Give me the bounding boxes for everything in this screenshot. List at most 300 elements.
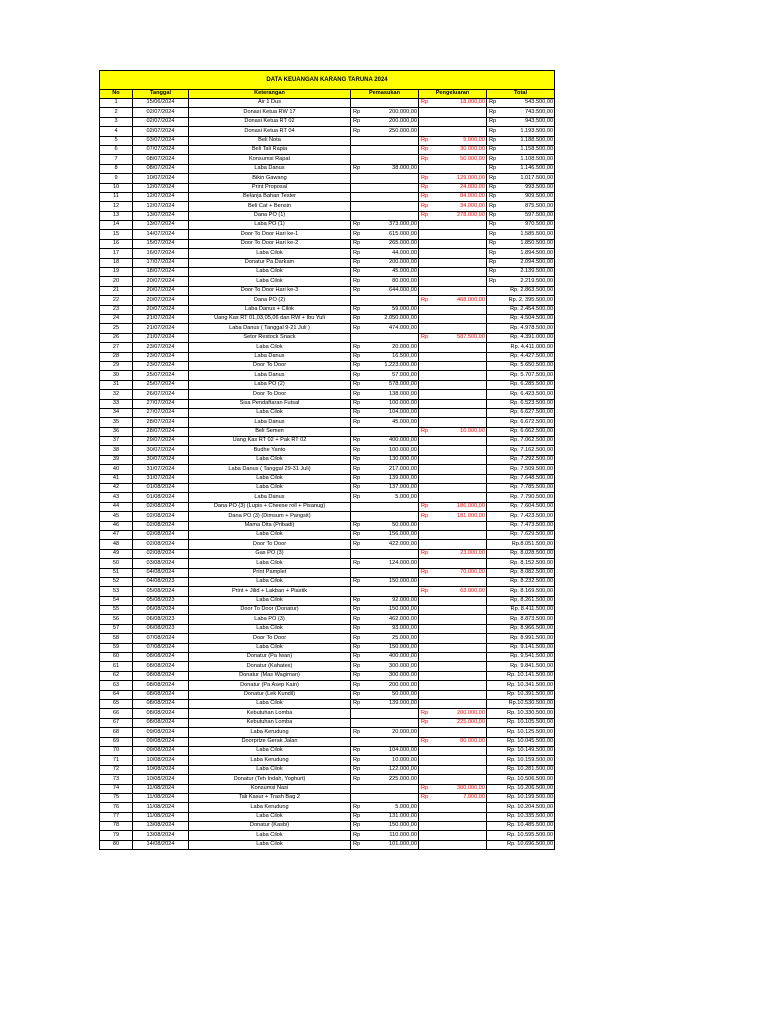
row-description: Laba Cilok [189, 277, 351, 286]
row-date: 08/08/2024 [133, 690, 189, 699]
table-row [100, 587, 555, 596]
row-no: 72 [100, 765, 133, 774]
row-no: 61 [100, 662, 133, 671]
table-row [100, 709, 555, 718]
row-no: 35 [100, 418, 133, 427]
expense-currency [419, 728, 431, 737]
table-row [100, 183, 555, 192]
table-row [100, 643, 555, 652]
total-amount: 1.585.500,00 [500, 230, 555, 239]
total-amount: Rp. 8.966.500,00 [487, 624, 555, 633]
income-currency: Rp [351, 615, 363, 624]
expense-currency: Rp [419, 155, 431, 164]
row-date: 31/07/2024 [133, 474, 189, 483]
income-currency: Rp [351, 305, 363, 314]
row-no: 25 [100, 324, 133, 333]
income-currency [351, 568, 363, 577]
income-amount: 2.050.000,00 [363, 314, 419, 323]
expense-currency: Rp [419, 183, 431, 192]
row-date: 08/08/2024 [133, 662, 189, 671]
table-row [100, 737, 555, 746]
table-row [100, 634, 555, 643]
table-row [100, 756, 555, 765]
income-amount: 200.000,00 [363, 108, 419, 117]
table-row [100, 718, 555, 727]
expense-currency [419, 108, 431, 117]
finance-table [99, 70, 555, 850]
row-description: Laba Cilok [189, 596, 351, 605]
income-amount: 300.000,00 [363, 662, 419, 671]
income-amount: 1.223.000,00 [363, 361, 419, 370]
row-description: Laba Cilok [189, 408, 351, 417]
income-amount: 92.000,00 [363, 596, 419, 605]
row-date: 09/08/2024 [133, 728, 189, 737]
row-description: Sisa Pendaftaran Futsal [189, 399, 351, 408]
row-no: 48 [100, 540, 133, 549]
expense-amount [431, 484, 487, 493]
expense-currency: Rp [419, 136, 431, 145]
income-amount: 138.000,00 [363, 390, 419, 399]
row-date: 23/07/2024 [133, 352, 189, 361]
table-row [100, 831, 555, 840]
income-amount [363, 549, 419, 558]
row-date: 15/07/2024 [133, 239, 189, 248]
income-amount: 400.000,00 [363, 437, 419, 446]
income-amount: 45.000,00 [363, 418, 419, 427]
expense-amount [431, 615, 487, 624]
row-description: Gas PO (3) [189, 549, 351, 558]
expense-amount [431, 108, 487, 117]
row-description: Beli Cat + Bensin [189, 202, 351, 211]
row-date: 20/07/2024 [133, 286, 189, 295]
row-no: 66 [100, 709, 133, 718]
row-date: 08/08/2024 [133, 718, 189, 727]
income-amount: 265.000,00 [363, 239, 419, 248]
table-row [100, 624, 555, 633]
income-currency [351, 718, 363, 727]
income-currency [351, 296, 363, 305]
row-date: 15/06/2024 [133, 99, 189, 108]
row-description: Laba Cilok [189, 765, 351, 774]
income-amount: 44.000,00 [363, 249, 419, 258]
table-row [100, 446, 555, 455]
income-currency: Rp [351, 775, 363, 784]
expense-amount [431, 681, 487, 690]
table-row [100, 408, 555, 417]
income-currency: Rp [351, 258, 363, 267]
row-description: Beli Tali Rapia [189, 145, 351, 154]
total-amount: Rp. 8.028.500,00 [487, 549, 555, 558]
income-currency: Rp [351, 277, 363, 286]
row-date: 08/07/2024 [133, 155, 189, 164]
income-amount: 217.000,00 [363, 465, 419, 474]
total-currency: Rp [487, 183, 500, 192]
row-date: 18/07/2024 [133, 268, 189, 277]
income-amount: 16.500,00 [363, 352, 419, 361]
expense-currency: Rp [419, 793, 431, 802]
header-row [100, 90, 555, 99]
row-no: 7 [100, 155, 133, 164]
row-no: 55 [100, 606, 133, 615]
row-no: 71 [100, 756, 133, 765]
expense-currency [419, 765, 431, 774]
table-row [100, 127, 555, 136]
header-pemasukan: Pemasukan [351, 90, 419, 99]
income-currency: Rp [351, 418, 363, 427]
expense-currency: Rp [419, 709, 431, 718]
income-amount: 100.000,00 [363, 399, 419, 408]
row-no: 34 [100, 408, 133, 417]
expense-currency [419, 671, 431, 680]
row-no: 69 [100, 737, 133, 746]
income-currency: Rp [351, 361, 363, 370]
row-description: Laba Cilok [189, 746, 351, 755]
income-amount: 38.000,00 [363, 164, 419, 173]
expense-currency [419, 596, 431, 605]
expense-currency [419, 530, 431, 539]
income-currency: Rp [351, 662, 363, 671]
table-row [100, 99, 555, 108]
total-amount: 1.108.500,00 [500, 155, 555, 164]
row-description: Laba Danus [189, 418, 351, 427]
total-amount: Rp. 10.506.500,00 [487, 775, 555, 784]
row-description: Air 1 Dus [189, 99, 351, 108]
table-row [100, 418, 555, 427]
income-currency [351, 183, 363, 192]
total-amount: 2.219.500,00 [500, 277, 555, 286]
table-row [100, 268, 555, 277]
expense-currency: Rp [419, 192, 431, 201]
expense-currency [419, 662, 431, 671]
row-description: Door To Door [189, 390, 351, 399]
expense-currency [419, 643, 431, 652]
expense-amount [431, 465, 487, 474]
row-description: Door To Door (Donatur) [189, 606, 351, 615]
total-amount: Rp.10.530.500,00 [487, 700, 555, 709]
expense-amount [431, 258, 487, 267]
row-no: 43 [100, 493, 133, 502]
table-row [100, 202, 555, 211]
row-no: 6 [100, 145, 133, 154]
total-amount: Rp. 7.292.500,00 [487, 455, 555, 464]
income-currency: Rp [351, 221, 363, 230]
row-description: Laba Danus + Cilok [189, 305, 351, 314]
table-row [100, 136, 555, 145]
row-no: 68 [100, 728, 133, 737]
income-amount: 104.000,00 [363, 746, 419, 755]
row-no: 9 [100, 174, 133, 183]
table-row [100, 728, 555, 737]
income-currency: Rp [351, 596, 363, 605]
income-amount: 139.000,00 [363, 700, 419, 709]
income-amount: 474.000,00 [363, 324, 419, 333]
table-row [100, 653, 555, 662]
row-date: 02/08/2024 [133, 549, 189, 558]
income-currency: Rp [351, 530, 363, 539]
income-currency: Rp [351, 484, 363, 493]
expense-amount [431, 577, 487, 586]
row-no: 13 [100, 211, 133, 220]
total-amount: Rp. 9.841.500,00 [487, 662, 555, 671]
expense-currency [419, 493, 431, 502]
total-amount: Rp. 4.411.000,00 [487, 343, 555, 352]
row-date: 23/07/2024 [133, 343, 189, 352]
income-currency: Rp [351, 577, 363, 586]
expense-amount [431, 559, 487, 568]
total-currency: Rp [487, 164, 500, 173]
row-date: 10/08/2024 [133, 756, 189, 765]
expense-currency [419, 681, 431, 690]
row-date: 17/07/2024 [133, 258, 189, 267]
total-currency: Rp [487, 202, 500, 211]
row-date: 08/08/2024 [133, 709, 189, 718]
row-date: 27/07/2024 [133, 408, 189, 417]
income-currency: Rp [351, 634, 363, 643]
total-amount: Rp. 6.285.500,00 [487, 380, 555, 389]
income-currency: Rp [351, 239, 363, 248]
table-row [100, 192, 555, 201]
row-description: Donatur (Kahatex) [189, 662, 351, 671]
income-currency: Rp [351, 446, 363, 455]
expense-amount: 50.000,00 [431, 155, 487, 164]
row-date: 25/07/2024 [133, 371, 189, 380]
total-amount: Rp. 8.261.500,00 [487, 596, 555, 605]
income-amount: 578.000,00 [363, 380, 419, 389]
row-description: Laba Cilok [189, 624, 351, 633]
expense-amount: 23.000,00 [431, 549, 487, 558]
row-no: 63 [100, 681, 133, 690]
expense-currency [419, 756, 431, 765]
income-currency: Rp [351, 371, 363, 380]
row-no: 19 [100, 268, 133, 277]
total-amount: 970.500,00 [500, 221, 555, 230]
row-no: 24 [100, 314, 133, 323]
row-date: 21/07/2024 [133, 324, 189, 333]
table-row [100, 333, 555, 342]
row-no: 42 [100, 484, 133, 493]
row-date: 11/08/2024 [133, 803, 189, 812]
table-row [100, 371, 555, 380]
row-date: 02/08/2024 [133, 530, 189, 539]
expense-amount [431, 230, 487, 239]
income-currency [351, 587, 363, 596]
row-no: 49 [100, 549, 133, 558]
row-description: Beli Nota [189, 136, 351, 145]
row-date: 10/08/2024 [133, 775, 189, 784]
row-no: 1 [100, 99, 133, 108]
expense-currency [419, 840, 431, 849]
expense-amount [431, 305, 487, 314]
row-description: Laba Kerudung [189, 803, 351, 812]
expense-amount [431, 455, 487, 464]
table-row [100, 512, 555, 521]
income-currency: Rp [351, 700, 363, 709]
total-amount: Rp. 7.648.500,00 [487, 474, 555, 483]
title-row [100, 71, 555, 90]
table-row [100, 577, 555, 586]
income-currency: Rp [351, 437, 363, 446]
expense-currency: Rp [419, 202, 431, 211]
row-no: 65 [100, 700, 133, 709]
income-currency: Rp [351, 803, 363, 812]
total-amount: 543.500,00 [500, 99, 555, 108]
expense-amount [431, 277, 487, 286]
row-date: 02/08/2024 [133, 512, 189, 521]
row-description: Budhe Yanto [189, 446, 351, 455]
income-amount [363, 568, 419, 577]
total-amount: 1.017.500,00 [500, 174, 555, 183]
table-row [100, 258, 555, 267]
income-amount [363, 145, 419, 154]
row-description: Laba Cilok [189, 840, 351, 849]
expense-amount: 468.000,00 [431, 296, 487, 305]
table-row [100, 352, 555, 361]
total-amount: Rp. 7.604.500,00 [487, 502, 555, 511]
row-date: 12/07/2024 [133, 183, 189, 192]
table-row [100, 145, 555, 154]
expense-amount: 181.000,00 [431, 512, 487, 521]
row-date: 13/08/2024 [133, 831, 189, 840]
expense-currency: Rp [419, 145, 431, 154]
table-row [100, 230, 555, 239]
income-currency: Rp [351, 249, 363, 258]
row-date: 02/07/2024 [133, 108, 189, 117]
row-no: 62 [100, 671, 133, 680]
expense-currency: Rp [419, 502, 431, 511]
row-date: 03/08/2024 [133, 559, 189, 568]
row-no: 12 [100, 202, 133, 211]
total-currency: Rp [487, 174, 500, 183]
expense-amount [431, 700, 487, 709]
total-amount: Rp. 10.281.500,00 [487, 765, 555, 774]
expense-amount [431, 418, 487, 427]
total-amount: Rp.8.051.500,00 [487, 540, 555, 549]
income-amount: 20.000,00 [363, 343, 419, 352]
row-no: 53 [100, 587, 133, 596]
income-amount [363, 502, 419, 511]
row-description: Donatur (Teh Indah, Yoghurt) [189, 775, 351, 784]
expense-currency [419, 268, 431, 277]
header-total: Total [487, 90, 555, 99]
row-description: Laba Danus [189, 164, 351, 173]
expense-currency: Rp [419, 737, 431, 746]
total-amount: Rp. 10.485.500,00 [487, 822, 555, 831]
row-description: Dana PO (3) (Dimsum + Pangsit) [189, 512, 351, 521]
row-description: Laba Cilok [189, 455, 351, 464]
expense-amount [431, 390, 487, 399]
expense-amount [431, 437, 487, 446]
row-description: Door To Door [189, 540, 351, 549]
row-date: 02/07/2024 [133, 127, 189, 136]
expense-currency [419, 390, 431, 399]
total-amount: Rp. 10.125.500,00 [487, 728, 555, 737]
row-no: 73 [100, 775, 133, 784]
income-currency: Rp [351, 117, 363, 126]
expense-amount [431, 249, 487, 258]
table-row [100, 361, 555, 370]
row-no: 23 [100, 305, 133, 314]
row-description: Door To Door Hari ke-2 [189, 239, 351, 248]
row-no: 52 [100, 577, 133, 586]
row-date: 10/07/2024 [133, 174, 189, 183]
income-amount [363, 427, 419, 436]
expense-amount [431, 803, 487, 812]
expense-amount [431, 446, 487, 455]
total-amount: 2.139.500,00 [500, 268, 555, 277]
total-currency: Rp [487, 192, 500, 201]
expense-currency [419, 624, 431, 633]
row-no: 45 [100, 512, 133, 521]
expense-currency [419, 371, 431, 380]
row-description: Bikin Gawang [189, 174, 351, 183]
row-no: 74 [100, 784, 133, 793]
income-amount: 25.000,00 [363, 634, 419, 643]
row-date: 20/07/2024 [133, 296, 189, 305]
table-row [100, 465, 555, 474]
expense-currency [419, 606, 431, 615]
expense-amount [431, 324, 487, 333]
total-currency: Rp [487, 239, 500, 248]
header-no: No [100, 90, 133, 99]
row-description: Kebutuhan Lomba [189, 718, 351, 727]
income-amount: 130.000,00 [363, 455, 419, 464]
table-row [100, 812, 555, 821]
row-date: 09/08/2024 [133, 737, 189, 746]
row-no: 18 [100, 258, 133, 267]
expense-amount [431, 662, 487, 671]
expense-amount [431, 343, 487, 352]
row-date: 27/07/2024 [133, 399, 189, 408]
total-currency: Rp [487, 211, 500, 220]
income-amount [363, 155, 419, 164]
row-date: 09/08/2024 [133, 746, 189, 755]
row-description: Dana PO (1) [189, 211, 351, 220]
row-no: 27 [100, 343, 133, 352]
row-no: 79 [100, 831, 133, 840]
total-amount: 875.500,00 [500, 202, 555, 211]
expense-currency [419, 653, 431, 662]
income-currency [351, 427, 363, 436]
income-currency [351, 99, 363, 108]
income-amount: 200.000,00 [363, 681, 419, 690]
row-date: 06/08/2023 [133, 624, 189, 633]
row-date: 29/07/2024 [133, 437, 189, 446]
income-amount: 57.000,00 [363, 371, 419, 380]
total-amount: Rp. 10.149.500,00 [487, 746, 555, 755]
total-amount: Rp. 7.509.500,00 [487, 465, 555, 474]
row-no: 30 [100, 371, 133, 380]
row-date: 01/08/2024 [133, 493, 189, 502]
total-amount: Rp. 10.199.500,00 [487, 793, 555, 802]
total-amount: Rp. 10.391.500,00 [487, 690, 555, 699]
row-date: 13/07/2024 [133, 211, 189, 220]
income-amount: 250.000,00 [363, 127, 419, 136]
income-currency: Rp [351, 521, 363, 530]
income-amount [363, 587, 419, 596]
row-date: 04/08/2024 [133, 568, 189, 577]
expense-amount [431, 371, 487, 380]
row-no: 78 [100, 822, 133, 831]
income-currency [351, 549, 363, 558]
table-row [100, 108, 555, 117]
expense-amount [431, 380, 487, 389]
total-amount: Rp. 10.141.500,00 [487, 671, 555, 680]
expense-currency [419, 521, 431, 530]
row-date: 30/07/2024 [133, 446, 189, 455]
expense-amount [431, 521, 487, 530]
expense-currency [419, 361, 431, 370]
income-amount: 93.000,00 [363, 624, 419, 633]
